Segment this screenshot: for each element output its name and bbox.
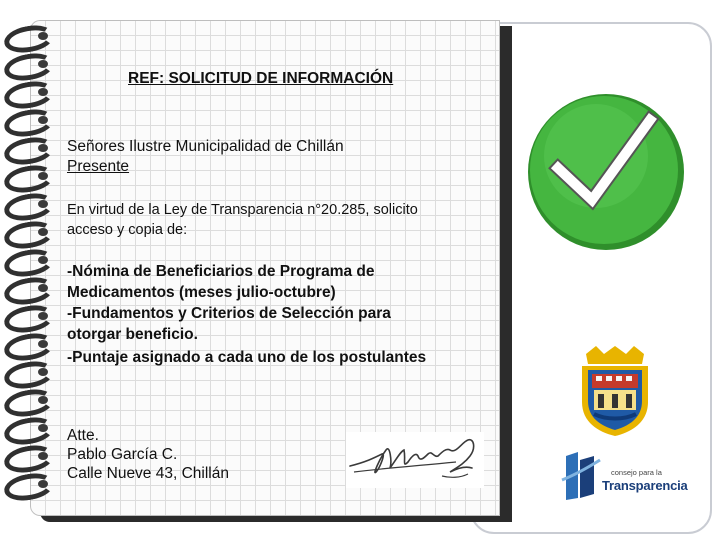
- spiral-ring: [2, 274, 56, 308]
- binding-hole: [38, 424, 48, 432]
- spiral-ring: [2, 190, 56, 224]
- request-line: Medicamentos (meses julio-octubre): [67, 284, 336, 301]
- spiral-ring: [2, 470, 56, 504]
- request-line: -Fundamentos y Criterios de Selección para: [67, 305, 391, 322]
- request-line: -Nómina de Beneficiarios de Programa de: [67, 263, 375, 280]
- spiral-ring: [2, 358, 56, 392]
- spiral-ring: [2, 302, 56, 336]
- binding-hole: [38, 256, 48, 264]
- check-icon: [524, 90, 688, 254]
- recipient-line: Señores Ilustre Municipalidad de Chillán: [67, 138, 344, 155]
- binding-hole: [38, 452, 48, 460]
- binding-hole: [38, 340, 48, 348]
- signature-icon: [346, 432, 484, 488]
- logo-subtitle: consejo para la: [611, 468, 662, 477]
- spiral-ring: [2, 78, 56, 112]
- logo-title: Transparencia: [602, 478, 688, 493]
- recipient-presente: Presente: [67, 158, 130, 175]
- binding-hole: [38, 312, 48, 320]
- binding-hole: [38, 396, 48, 404]
- spiral-ring: [2, 330, 56, 364]
- closing: Atte.: [67, 427, 99, 444]
- letter-title: REF: SOLICITUD DE INFORMACIÓN: [128, 70, 394, 87]
- spiral-ring: [2, 218, 56, 252]
- binding-hole: [38, 200, 48, 208]
- spiral-ring: [2, 134, 56, 168]
- binding-hole: [38, 172, 48, 180]
- binding-hole: [38, 116, 48, 124]
- coat-of-arms-icon: [576, 346, 654, 436]
- sender-name: Pablo García C.: [67, 446, 178, 463]
- spiral-ring: [2, 414, 56, 448]
- spiral-ring: [2, 22, 56, 56]
- spiral-ring: [2, 246, 56, 280]
- binding-hole: [38, 368, 48, 376]
- binding-hole: [38, 144, 48, 152]
- spiral-ring: [2, 162, 56, 196]
- spiral-binding: [0, 26, 60, 506]
- binding-hole: [38, 480, 48, 488]
- spiral-ring: [2, 386, 56, 420]
- request-line: -Puntaje asignado a cada uno de los postulantes: [67, 349, 427, 366]
- binding-hole: [38, 228, 48, 236]
- request-line: otorgar beneficio.: [67, 326, 198, 343]
- intro-line-2: acceso y copia de:: [67, 222, 188, 238]
- spiral-ring: [2, 50, 56, 84]
- intro-line-1: En virtud de la Ley de Transparencia n°20.285, solicito: [67, 202, 418, 218]
- binding-hole: [38, 60, 48, 68]
- binding-hole: [38, 32, 48, 40]
- binding-hole: [38, 284, 48, 292]
- spiral-ring: [2, 106, 56, 140]
- sender-address: Calle Nueve 43, Chillán: [67, 465, 229, 482]
- binding-hole: [38, 88, 48, 96]
- spiral-ring: [2, 442, 56, 476]
